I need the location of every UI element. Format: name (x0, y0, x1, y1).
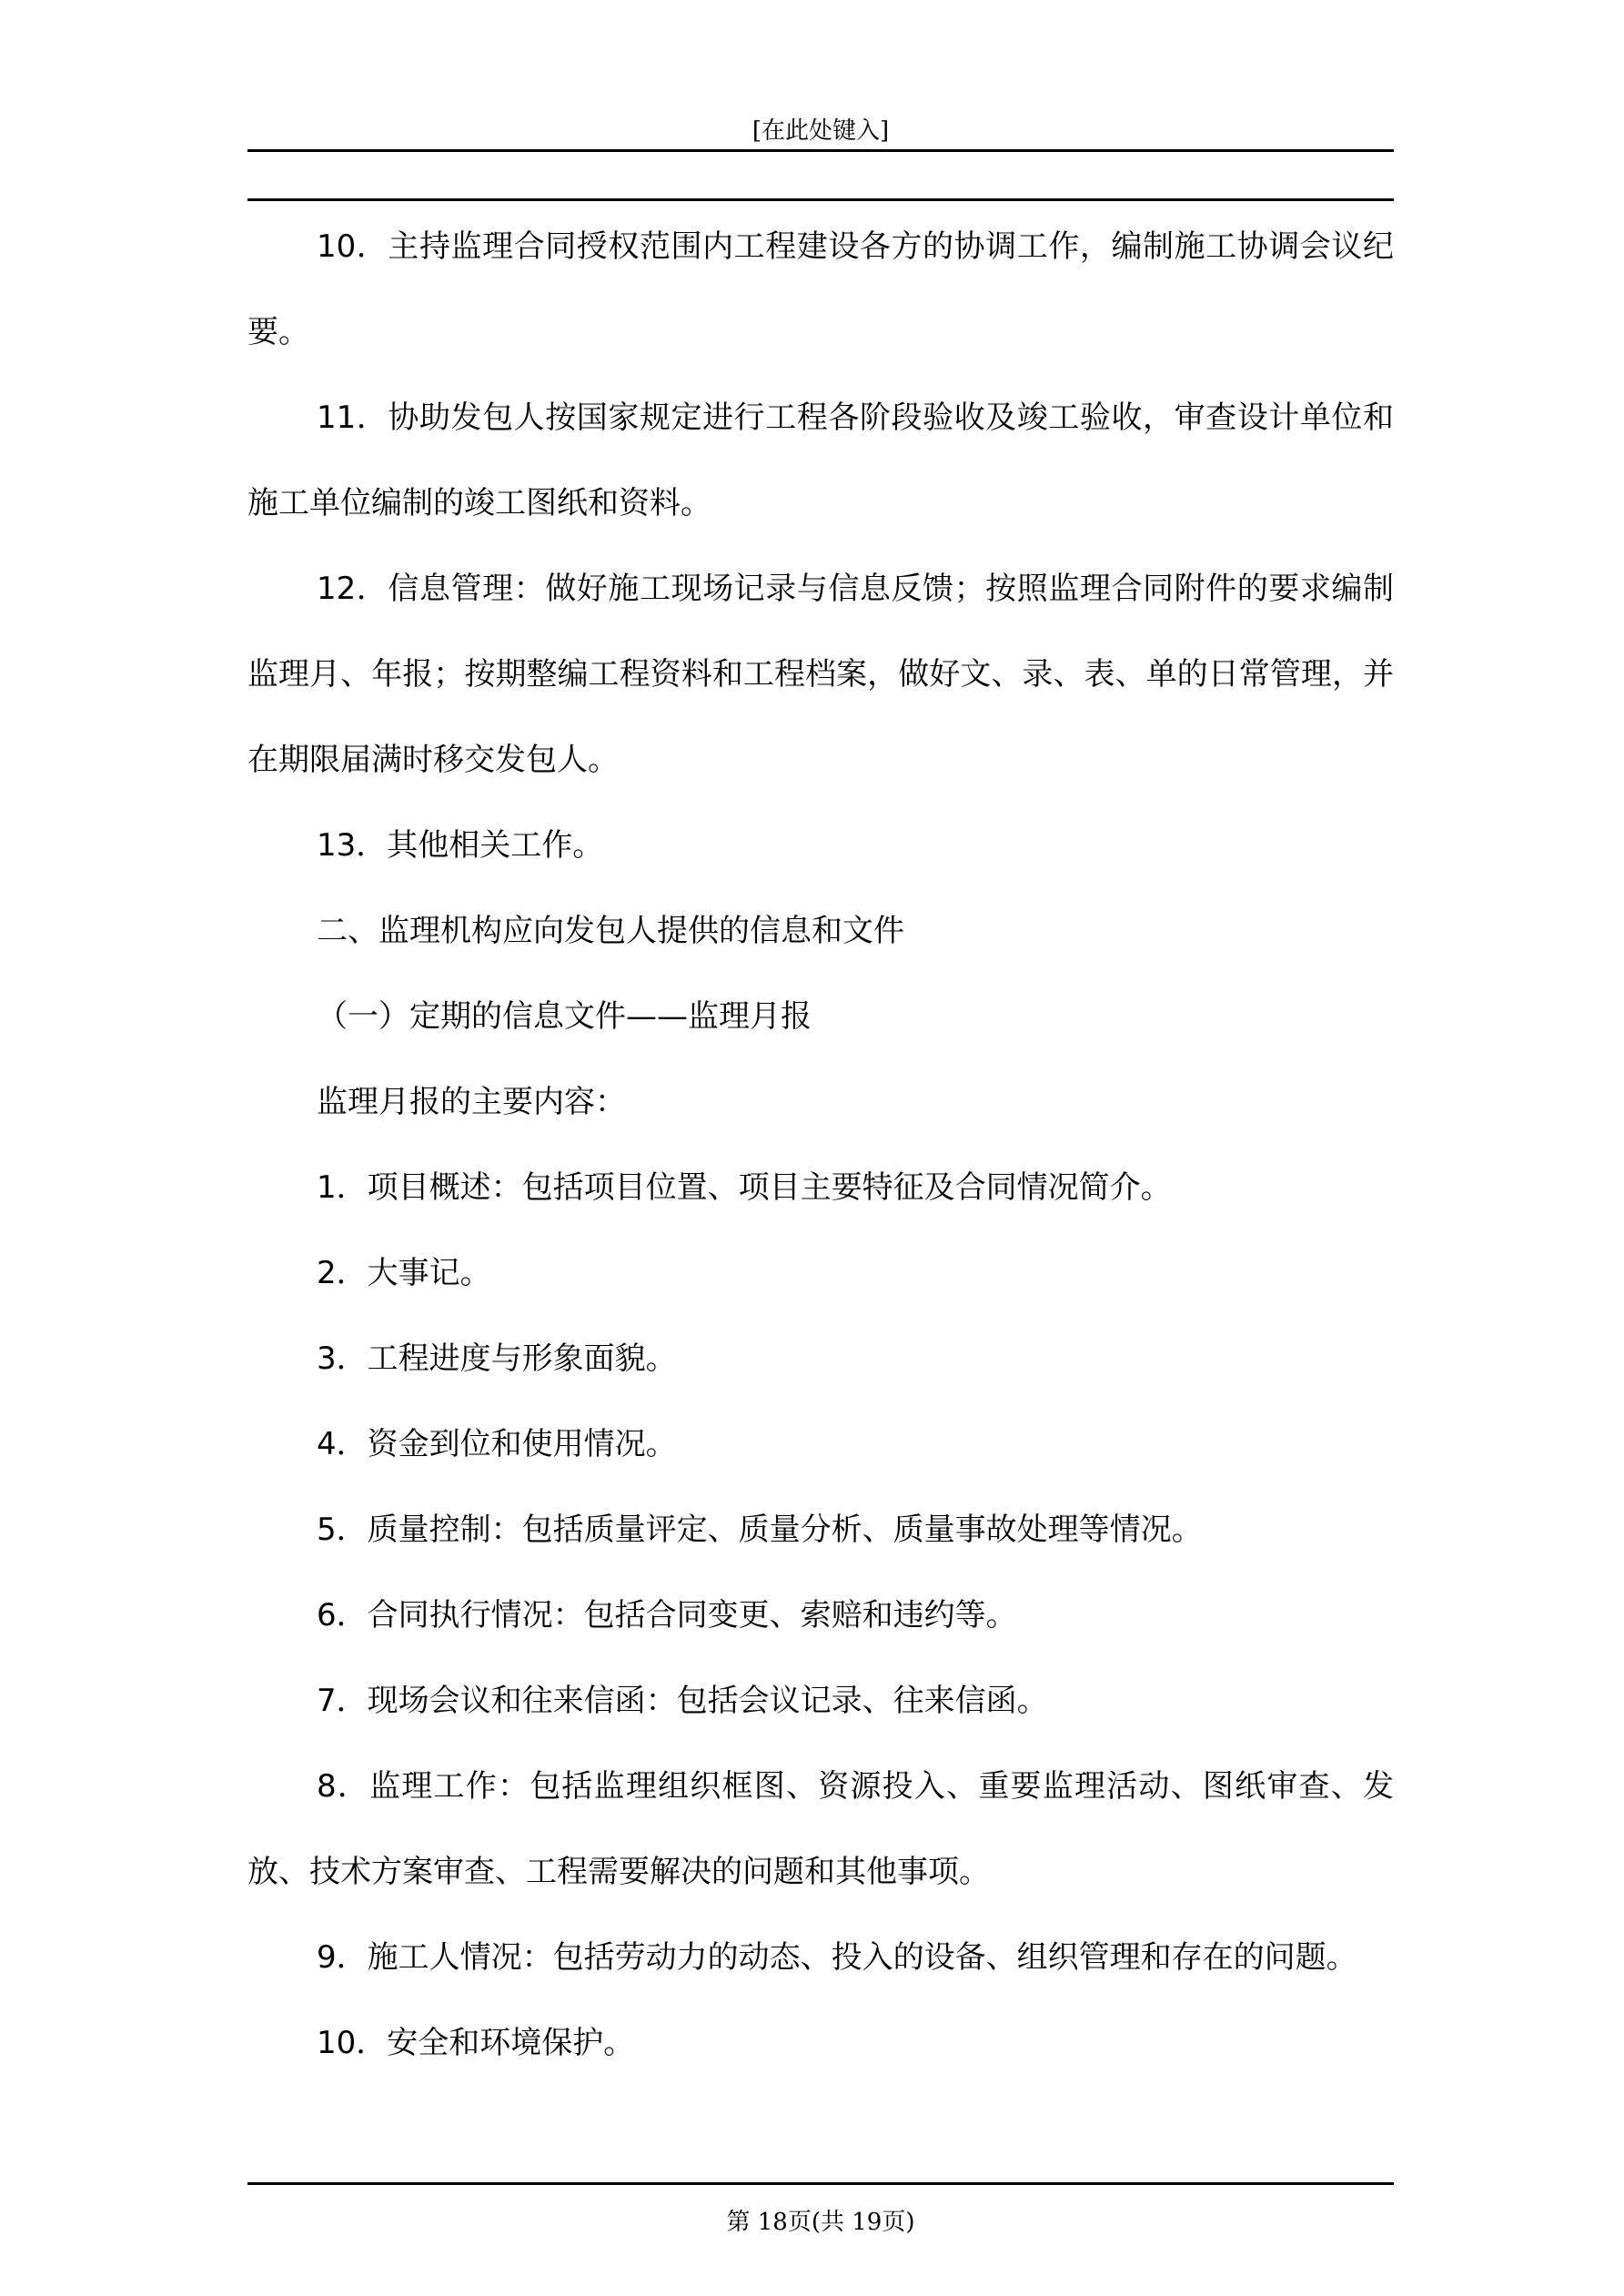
subsection-heading-1: （一）定期的信息文件——监理月报 (317, 998, 812, 1035)
monthly-report-intro: 监理月报的主要内容： (317, 1084, 626, 1120)
page-number: 第 18页(共 19页) (726, 2209, 915, 2236)
section-heading-2: 二、监理机构应向发包人提供的信息和文件 (317, 913, 904, 949)
paragraph-item-12-information-management: 12．信息管理：做好施工现场记录与信息反馈；按照监理合同附件的要求编制监理月、年报；按期整编工程资料和工程档案，做好文、录、表、单的日常管理，并在期限届满时移交发包人。 (247, 571, 1394, 778)
header-rule-top (247, 149, 1394, 152)
report-item-8: 8．监理工作：包括监理组织框图、资源投入、重要监理活动、图纸审查、发放、技术方案审查、工程需要解决的问题和其他事项。 (247, 1768, 1394, 1890)
report-item-6: 6．合同执行情况：包括合同变更、索赔和违约等。 (317, 1597, 1017, 1633)
page-header: [在此处键入] (751, 117, 890, 145)
report-item-3: 3．工程进度与形象面貌。 (317, 1340, 677, 1377)
footer-rule (247, 2182, 1394, 2185)
paragraph-item-10-coordination: 10．主持监理合同授权范围内工程建设各方的协调工作，编制施工协调会议纪要。 (247, 228, 1394, 350)
document-body (247, 204, 1394, 2142)
report-item-9: 9．施工人情况：包括劳动力的动态、投入的设备、组织管理和存在的问题。 (317, 1939, 1357, 1976)
report-item-1: 1．项目概述：包括项目位置、项目主要特征及合同情况简介。 (317, 1169, 1172, 1206)
report-item-2: 2．大事记。 (317, 1255, 491, 1291)
report-item-10: 10．安全和环境保护。 (317, 2025, 635, 2061)
paragraph-item-13-other-work: 13．其他相关工作。 (317, 827, 604, 864)
paragraph-item-11-acceptance: 11．协助发包人按国家规定进行工程各阶段验收及竣工验收，审查设计单位和施工单位编制的竣工图纸和资料。 (247, 400, 1394, 521)
header-rule-bottom (247, 198, 1394, 201)
report-item-4: 4．资金到位和使用情况。 (317, 1426, 677, 1462)
report-item-5: 5．质量控制：包括质量评定、质量分析、质量事故处理等情况。 (317, 1512, 1203, 1548)
report-item-7: 7．现场会议和往来信函：包括会议记录、往来信函。 (317, 1683, 1048, 1719)
